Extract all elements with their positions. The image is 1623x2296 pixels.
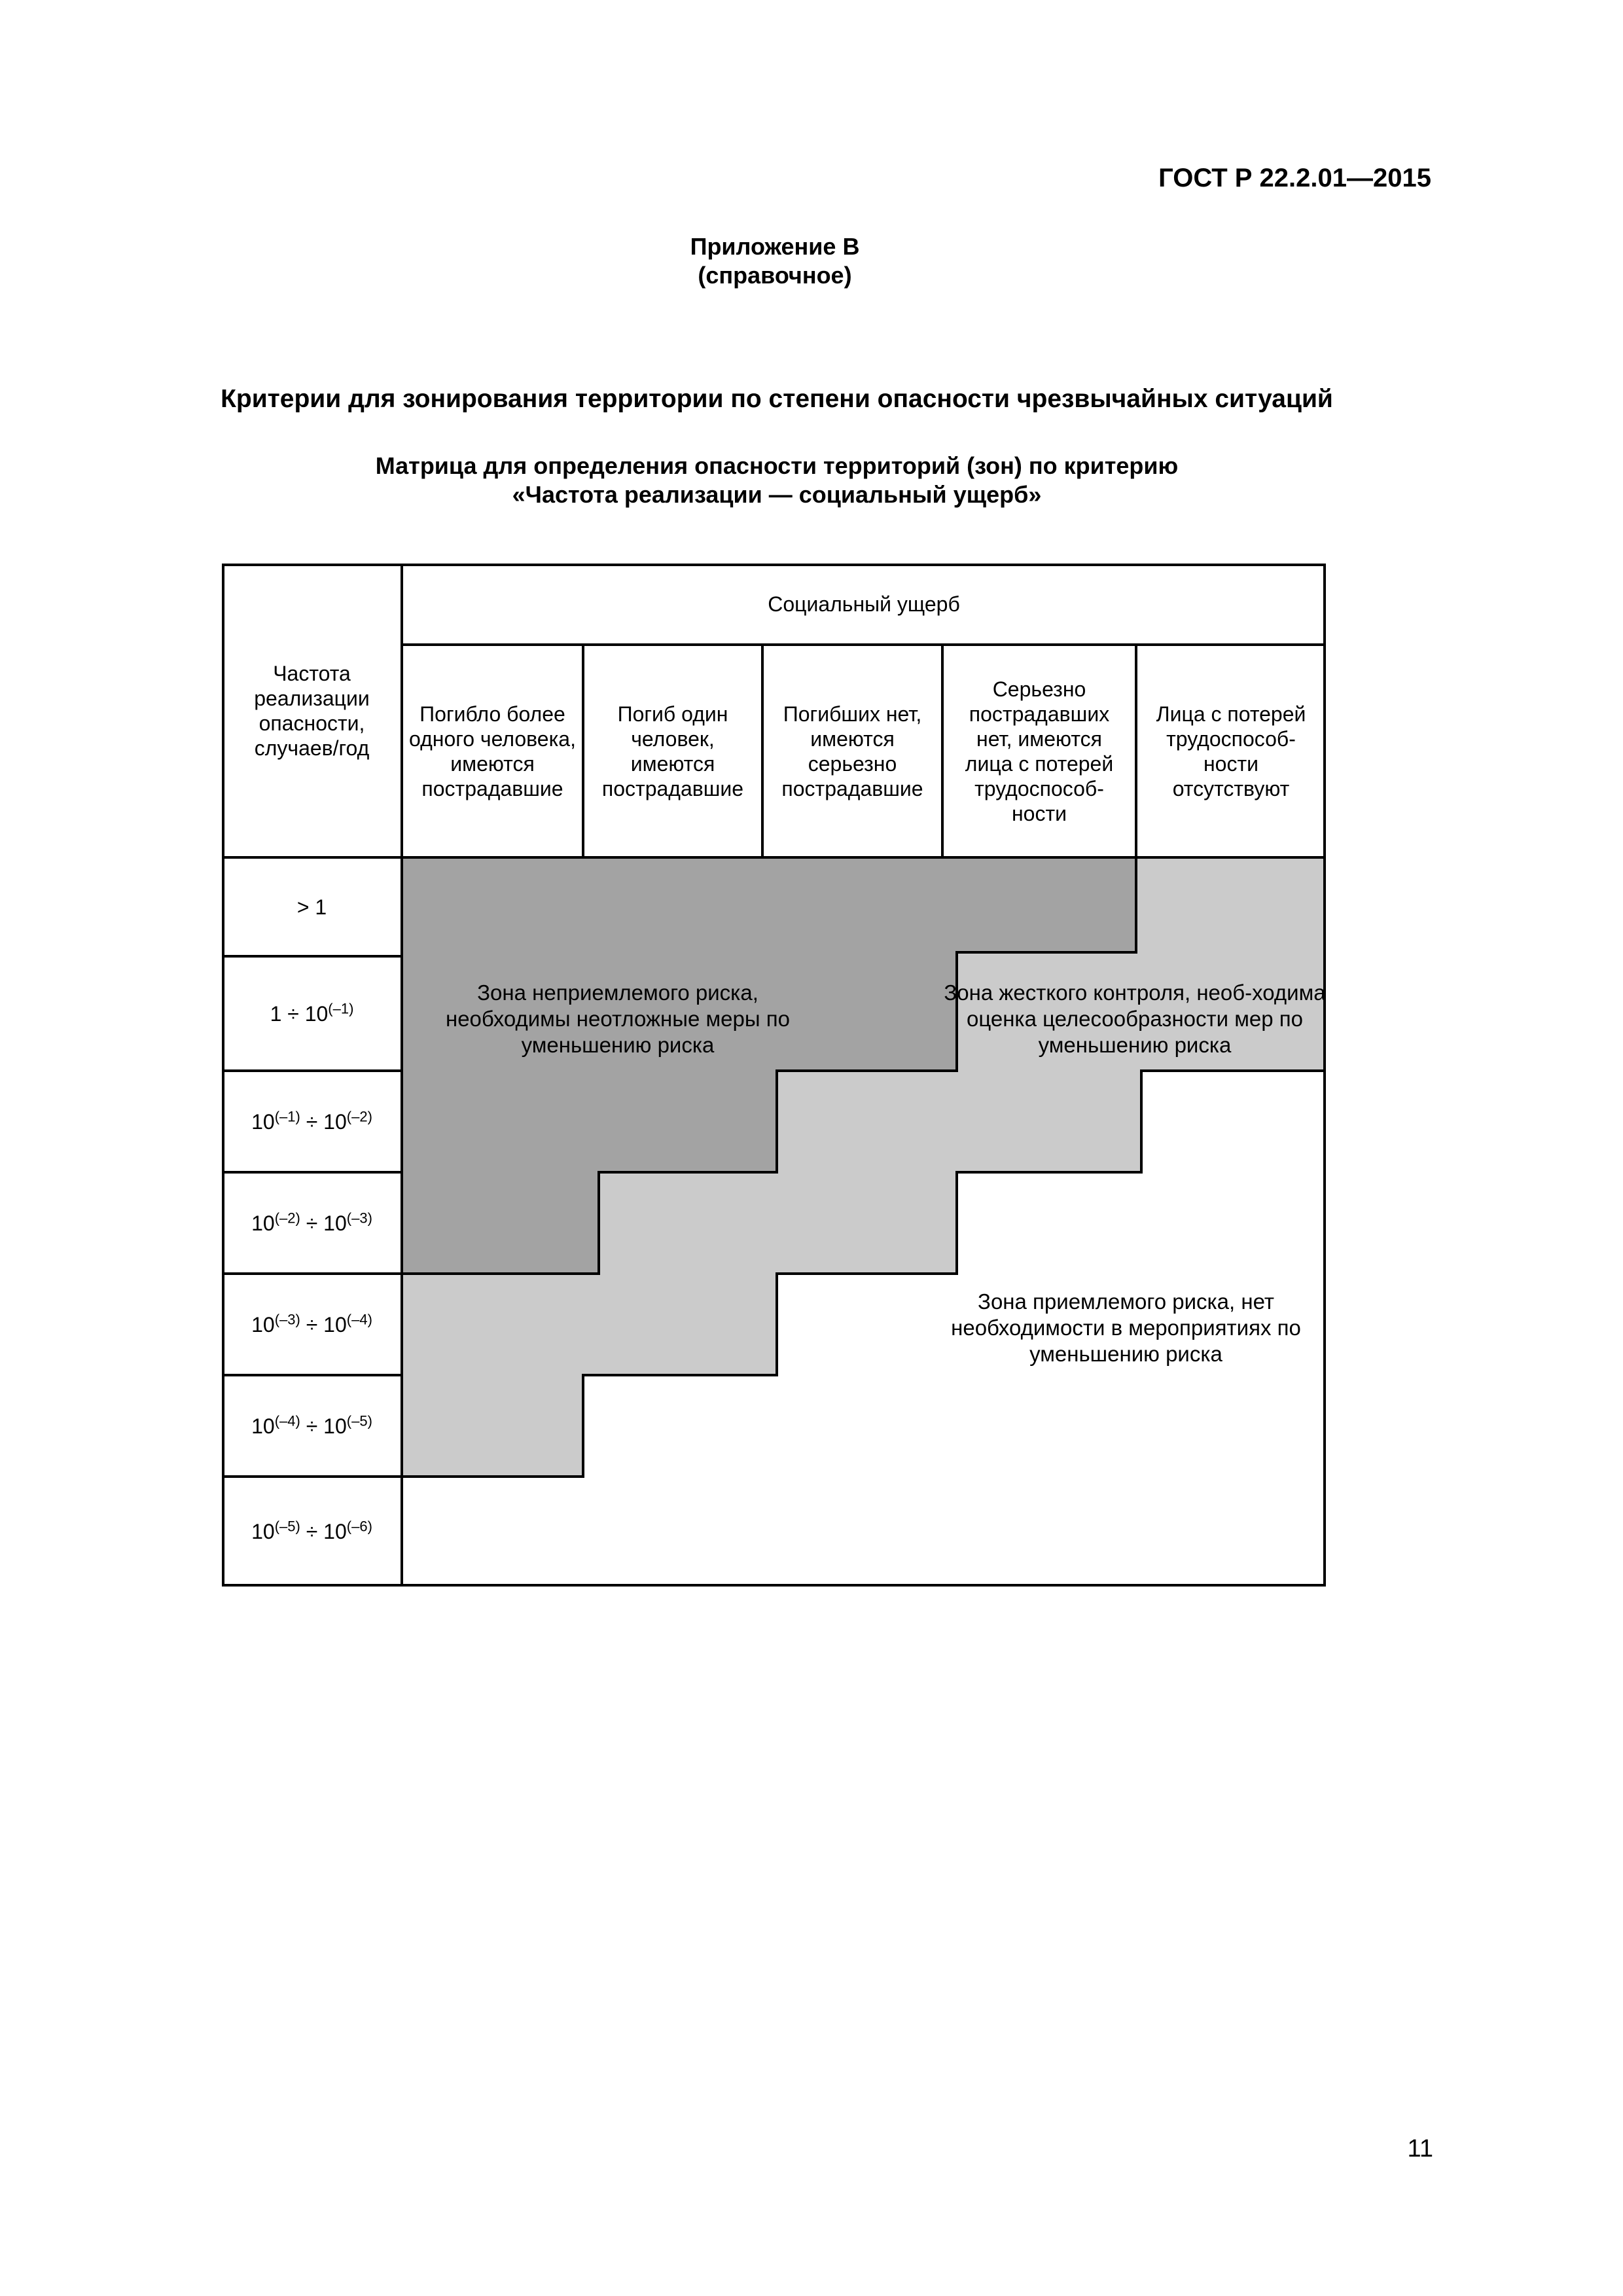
frequency-row-2: $1 \div 10^{(-1)}$ [270, 999, 354, 1026]
frequency-row-4: $10^{(-2)} \div 10^{(-3)}$ [251, 1209, 372, 1235]
matrix-title-line1: Матрица для определения опасности территорий (зон) по критерию [375, 452, 1179, 479]
frequency-row-7: $10^{(-5)} \div 10^{(-6)}$ [251, 1518, 372, 1543]
document-code: ГОСТ Р 22.2.01—2015 [1158, 164, 1431, 192]
acceptable-zone-label: Зона приемлемого риска, нет необходимости в мероприятиях по уменьшению риска [951, 1289, 1301, 1366]
frequency-row-1: > 1 [296, 895, 327, 919]
column-header-1: Погибло более одного человека, имеются пострадавшие [409, 702, 576, 800]
column-header-2: Погиб один человек, имеются пострадавшие [601, 702, 744, 800]
appendix-label: Приложение В [690, 233, 860, 260]
column-header-4: Серьезно пострадавших нет, имеются лица с потерей трудоспособ-ности [965, 677, 1114, 825]
column-header-3: Погибших нет, имеются серьезно пострадавшие [781, 702, 923, 800]
strict-control-zone-label: Зона жесткого контроля, необ-ходима оценка целесообразности мер по уменьшению риска [944, 980, 1326, 1057]
column-header-5: Лица с потерей трудоспособ-ности отсутствуют [1156, 702, 1306, 800]
unacceptable-zone-label: Зона неприемлемого риска, необходимы неотложные меры по уменьшению риска [445, 980, 790, 1057]
matrix-title-line2: «Частота реализации — социальный ущерб» [512, 481, 1042, 508]
social-damage-header: Социальный ущерб [768, 592, 960, 616]
frequency-row-6: $10^{(-4)} \div 10^{(-5)}$ [251, 1412, 372, 1438]
row-header: Частота реализации опасности, случаев/год [254, 661, 370, 760]
frequency-row-5: $10^{(-3)} \div 10^{(-4)}$ [251, 1310, 372, 1336]
matrix-title [178, 452, 1376, 509]
appendix-heading [0, 232, 1550, 290]
frequency-row-3: $10^{(-1)} \div 10^{(-2)}$ [251, 1107, 372, 1134]
appendix-type: (справочное) [698, 262, 852, 289]
page-number: 11 [1407, 2135, 1433, 2162]
risk-matrix [222, 564, 1326, 1587]
section-title: Критерии для зонирования территории по степени опасности чрезвычайных ситуаций [221, 385, 1333, 413]
